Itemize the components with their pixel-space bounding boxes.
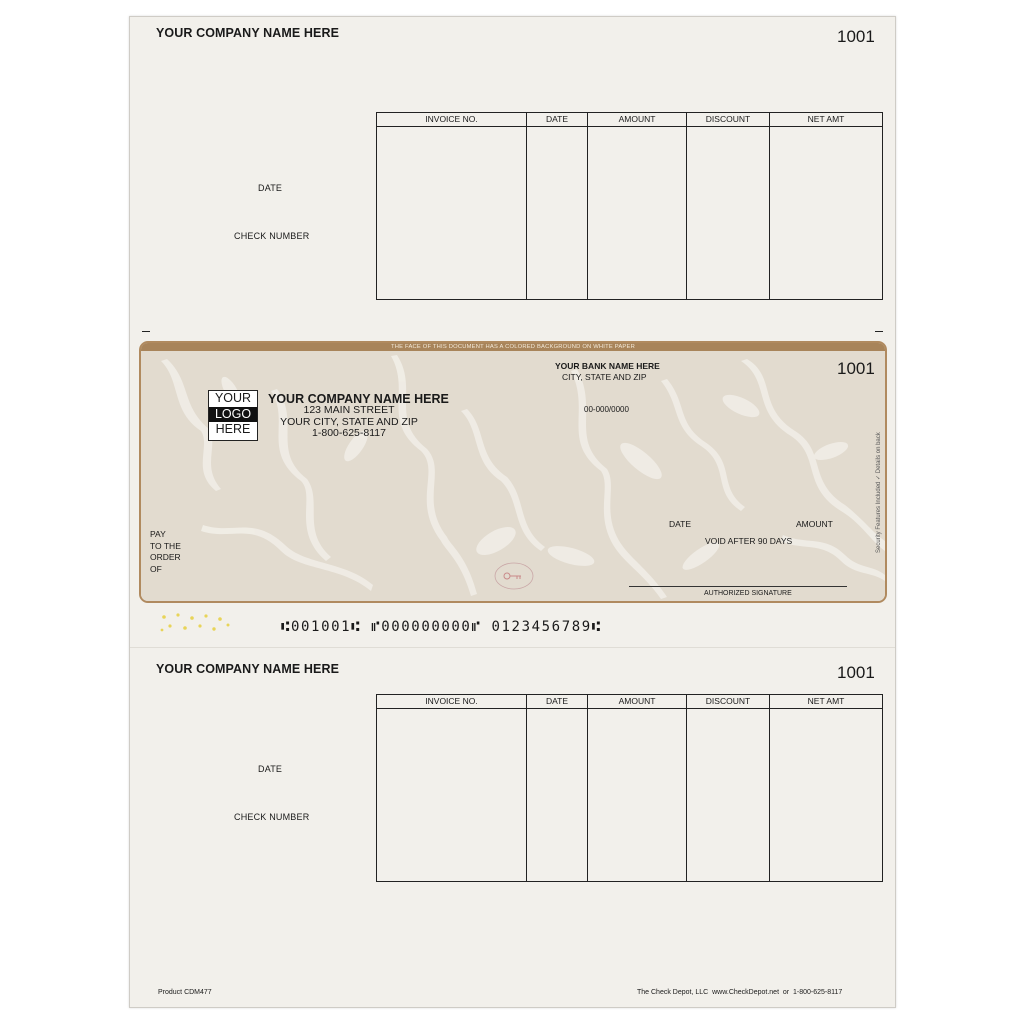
check-date-label: DATE (669, 519, 692, 529)
table-column (527, 695, 588, 881)
table-column (588, 695, 687, 881)
top-stub-check-number-label: CHECK NUMBER (234, 231, 310, 241)
table-column (770, 695, 882, 881)
pay-line: OF (150, 563, 162, 574)
logo-line: HERE (215, 422, 251, 436)
table-column (687, 113, 770, 299)
gold-star-hologram-icon (158, 611, 238, 633)
top-stub-invoice-table (376, 112, 883, 300)
address-street: 123 MAIN STREET (303, 404, 395, 416)
security-seal-icon (493, 561, 535, 591)
table-column (377, 695, 527, 881)
table-column (687, 695, 770, 881)
column-header: DISCOUNT (687, 113, 769, 127)
signature-label: AUTHORIZED SIGNATURE (704, 590, 792, 597)
address-city: YOUR CITY, STATE AND ZIP (280, 415, 418, 428)
signature-line (629, 586, 847, 587)
check-number: 1001 (837, 359, 875, 378)
table-column (588, 113, 687, 299)
bank-city: CITY, STATE AND ZIP (562, 372, 647, 382)
bottom-stub-company-name: YOUR COMPANY NAME HERE (156, 662, 340, 676)
perforation-mark (875, 331, 883, 332)
column-header: AMOUNT (588, 113, 686, 127)
pay-line: TO THE (150, 540, 181, 551)
security-banner: THE FACE OF THIS DOCUMENT HAS A COLORED BACKGROUND ON WHITE PAPER (141, 343, 885, 351)
pay-line: ORDER (150, 552, 181, 562)
bottom-stub-check-number: 1001 (837, 663, 875, 682)
check-sheet (129, 16, 896, 1008)
perforation-line (130, 647, 895, 648)
pay-line: PAY (150, 529, 166, 539)
check-amount-label: AMOUNT (796, 519, 833, 529)
void-notice: VOID AFTER 90 DAYS (705, 536, 793, 546)
bottom-stub-invoice-table (376, 694, 883, 882)
table-column (377, 113, 527, 299)
security-features-note: Security Features Included ✓ Details on back (876, 432, 882, 553)
column-header: DISCOUNT (687, 695, 769, 709)
check-body (139, 341, 887, 603)
check-company-name: YOUR COMPANY NAME HERE (268, 392, 449, 406)
column-header: DATE (527, 695, 587, 709)
product-code: Product CDM477 (158, 989, 212, 996)
column-header: INVOICE NO. (377, 113, 526, 127)
logo-line: LOGO (209, 407, 257, 423)
company-address (141, 405, 517, 440)
table-column (770, 113, 882, 299)
bank-name: YOUR BANK NAME HERE (555, 361, 660, 371)
logo-line: YOUR (214, 391, 252, 405)
column-header: AMOUNT (588, 695, 686, 709)
bottom-stub-check-number-label: CHECK NUMBER (234, 812, 310, 822)
column-header: NET AMT (770, 113, 882, 127)
pay-to-the-order-of (150, 529, 181, 575)
column-header: INVOICE NO. (377, 695, 526, 709)
company-phone: 1-800-625-8117 (312, 427, 386, 439)
bottom-stub-date-label: DATE (258, 764, 283, 774)
routing-fraction: 00-000/0000 (584, 405, 629, 414)
top-stub-company-name: YOUR COMPANY NAME HERE (156, 26, 340, 40)
perforation-mark (142, 331, 150, 332)
top-stub-date-label: DATE (258, 183, 283, 193)
vendor-info: The Check Depot, LLC www.CheckDepot.net or 1-800-625-8117 (637, 989, 843, 996)
micr-line: ⑆001001⑆ ⑈000000000⑈ 0123456789⑆ (281, 619, 602, 635)
column-header: DATE (527, 113, 587, 127)
column-header: NET AMT (770, 695, 882, 709)
table-column (527, 113, 588, 299)
top-stub-check-number: 1001 (837, 27, 875, 46)
